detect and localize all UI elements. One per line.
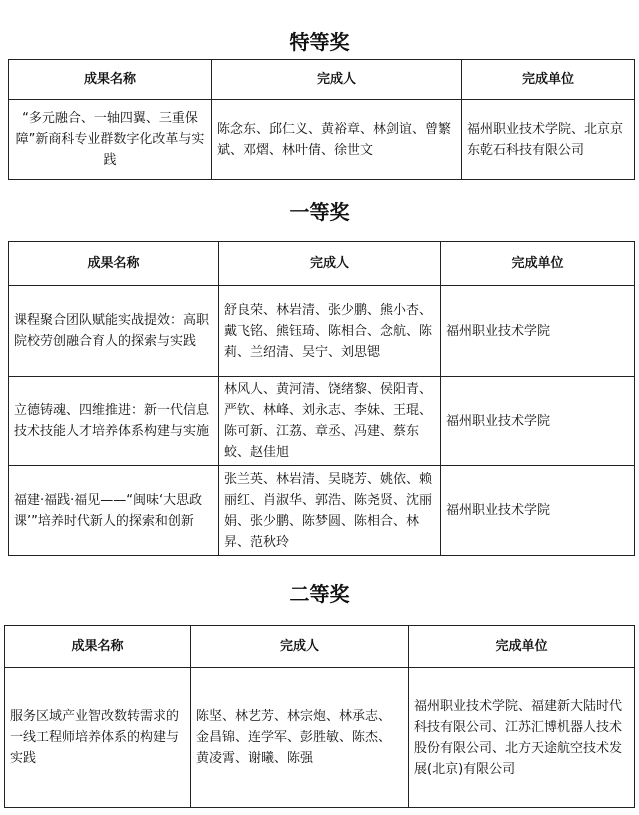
achievement-name: 课程聚合团队赋能实战提效：高职院校劳创融合育人的探索与实践 — [9, 286, 219, 377]
completers: 舒良荣、林岩清、张少鹏、熊小杏、戴飞铭、熊钰琦、陈相合、念航、陈莉、兰绍清、吴宁、刘思锶 — [219, 286, 441, 377]
completers: 张兰英、林岩清、吴晓芳、姚依、赖丽红、肖淑华、郭浩、陈尧贤、沈丽娟、张少鹏、陈梦圆、陈相合、林昇、范秋玲 — [219, 466, 441, 556]
col-header-name: 成果名称 — [5, 626, 191, 668]
completers: 陈念东、邱仁义、黄裕章、林剑谊、曾繁斌、邓熠、林叶倩、徐世文 — [212, 100, 462, 180]
table-row — [9, 286, 635, 377]
table-row — [9, 466, 635, 556]
section-title: 二等奖 — [289, 582, 350, 606]
section-title: 特等奖 — [289, 30, 350, 54]
table-row — [9, 100, 635, 180]
completers: 林风人、黄河清、饶绪黎、侯阳青、严钦、林峰、刘永志、李妹、王琨、陈可新、江荔、章丞、冯建、蔡东蛟、赵佳旭 — [219, 377, 441, 466]
table-row — [5, 668, 635, 808]
achievement-name: 立德铸魂、四维推进：新一代信息技术技能人才培养体系构建与实施 — [9, 377, 219, 466]
unit: 福州职业技术学院 — [441, 377, 635, 466]
award-table — [8, 241, 635, 556]
section-title: 一等奖 — [289, 200, 350, 224]
col-header-name: 成果名称 — [9, 242, 219, 286]
col-header-people: 完成人 — [212, 60, 462, 100]
col-header-unit: 完成单位 — [441, 242, 635, 286]
col-header-unit: 完成单位 — [409, 626, 635, 668]
award-table — [4, 625, 635, 808]
unit: 福州职业技术学院 — [441, 286, 635, 377]
col-header-people: 完成人 — [219, 242, 441, 286]
unit: 福州职业技术学院、北京京东乾石科技有限公司 — [462, 100, 635, 180]
col-header-unit: 完成单位 — [462, 60, 635, 100]
unit: 福州职业技术学院 — [441, 466, 635, 556]
achievement-name: 服务区域产业智改数转需求的一线工程师培养体系的构建与实践 — [5, 668, 191, 808]
col-header-people: 完成人 — [191, 626, 409, 668]
unit: 福州职业技术学院、福建新大陆时代科技有限公司、江苏汇博机器人技术股份有限公司、北方天途航空技术发展(北京)有限公司 — [409, 668, 635, 808]
table-row — [9, 377, 635, 466]
achievement-name: “多元融合、一轴四翼、三重保障”新商科专业群数字化改革与实践 — [9, 100, 212, 180]
col-header-name: 成果名称 — [9, 60, 212, 100]
award-table — [8, 59, 635, 180]
completers: 陈坚、林艺芳、林宗炮、林承志、金昌锦、连学军、彭胜敏、陈杰、黄凌霄、谢曦、陈强 — [191, 668, 409, 808]
achievement-name: 福建·福践·福见——“闽味‘大思政课’”培养时代新人的探索和创新 — [9, 466, 219, 556]
